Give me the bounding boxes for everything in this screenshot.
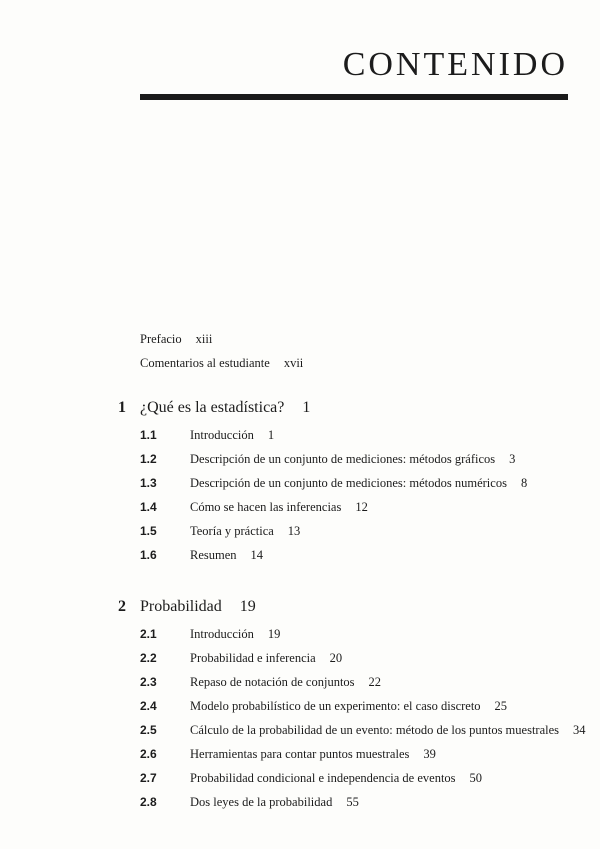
entry-page: xvii (283, 356, 304, 370)
toc-entry-comments[interactable] (140, 356, 303, 371)
section-title: Herramientas para contar puntos muestrales (190, 747, 410, 761)
section-page: 1 (267, 428, 275, 442)
section-title: Descripción de un conjunto de mediciones: métodos numéricos (190, 476, 507, 490)
section-number: 2.6 (140, 747, 157, 761)
section-page: 14 (250, 548, 264, 562)
section-number: 2.3 (140, 675, 157, 689)
section-title: Introducción (190, 428, 254, 442)
section-page: 13 (287, 524, 301, 538)
section-title: Teoría y práctica (190, 524, 274, 538)
section-page: 34 (573, 723, 586, 737)
section-title: Resumen (190, 548, 237, 562)
title-rule (140, 94, 568, 100)
chapter-page: 1 (302, 399, 311, 416)
section-number: 2.7 (140, 771, 157, 785)
section-title: Modelo probabilístico de un experimento: el caso discreto (190, 699, 481, 713)
chapter-number: 2 (118, 598, 126, 615)
section-page: 19 (267, 627, 281, 641)
chapter-title: Probabilidad (140, 598, 222, 615)
section-page: 12 (355, 500, 368, 514)
section-number: 2.8 (140, 795, 157, 809)
section-number: 1.1 (140, 428, 157, 442)
section-title: Cálculo de la probabilidad de un evento: método de los puntos muestrales (190, 723, 560, 737)
toc-entry-preface[interactable] (140, 332, 212, 347)
section-title: Introducción (190, 627, 254, 641)
section-title: Cómo se hacen las inferencias (190, 500, 342, 514)
section-title: Probabilidad condicional e independencia de eventos (190, 771, 456, 785)
section-number: 1.4 (140, 500, 157, 514)
chapter-number: 1 (118, 399, 126, 416)
section-page: 22 (368, 675, 382, 689)
section-page: 39 (423, 747, 436, 761)
section-page: 3 (509, 452, 516, 466)
page-title: CONTENIDO (342, 46, 568, 83)
section-number: 1.5 (140, 524, 157, 538)
chapter-page: 19 (239, 598, 256, 615)
entry-title: Prefacio (140, 332, 182, 346)
entry-title: Comentarios al estudiante (140, 356, 270, 370)
section-number: 2.2 (140, 651, 157, 665)
section-number: 2.4 (140, 699, 157, 713)
section-number: 2.5 (140, 723, 157, 737)
section-title: Repaso de notación de conjuntos (190, 675, 355, 689)
section-page: 8 (520, 476, 528, 490)
section-page: 20 (329, 651, 343, 665)
section-page: 55 (346, 795, 359, 809)
section-title: Descripción de un conjunto de mediciones: métodos gráficos (190, 452, 496, 466)
section-title: Dos leyes de la probabilidad (190, 795, 333, 809)
section-page: 25 (494, 699, 508, 713)
section-page: 50 (469, 771, 483, 785)
entry-page: xiii (195, 332, 213, 346)
chapter-title: ¿Qué es la estadística? (140, 399, 285, 416)
section-number: 1.6 (140, 548, 157, 562)
section-number: 1.3 (140, 476, 157, 490)
section-number: 1.2 (140, 452, 157, 466)
section-number: 2.1 (140, 627, 157, 641)
section-title: Probabilidad e inferencia (190, 651, 316, 665)
